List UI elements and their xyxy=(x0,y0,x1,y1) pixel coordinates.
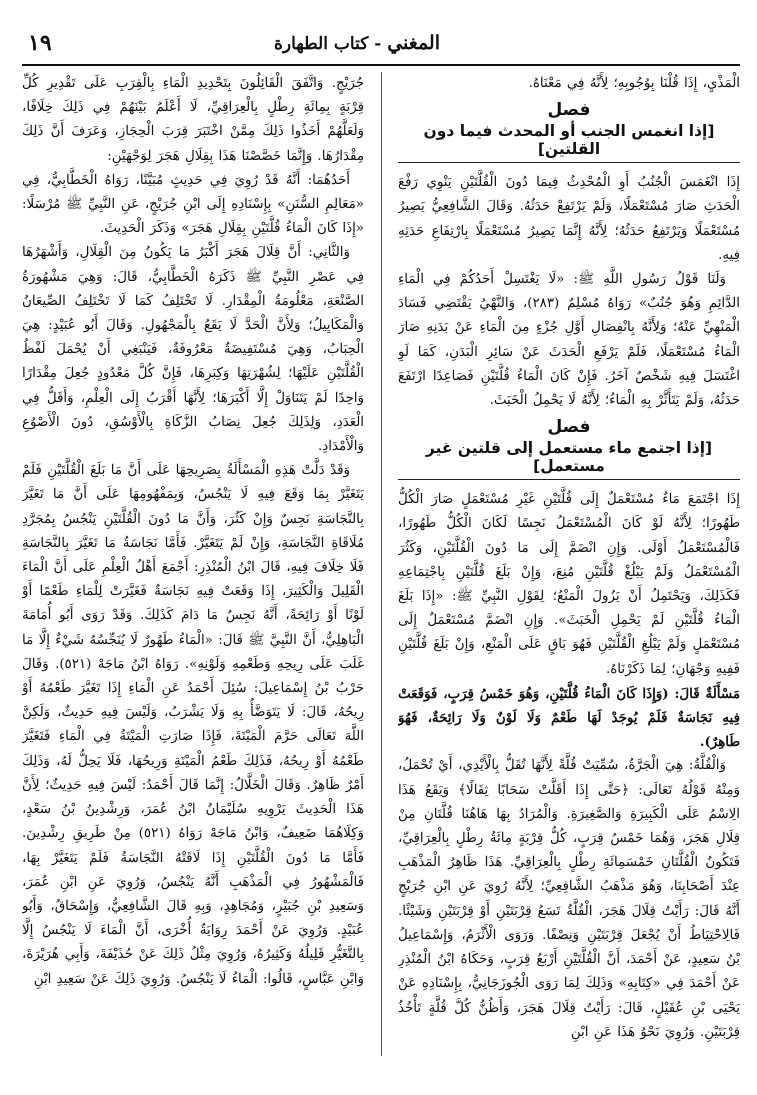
column-divider xyxy=(381,72,382,1056)
title-separator: - xyxy=(368,34,388,54)
page-number: ١٩ xyxy=(28,30,52,56)
page-header xyxy=(22,26,740,66)
paragraph: وَالْقُلَّةُ: هِيَ الْجَرَّةُ، سُمِّيَتْ قُلَّةً لِأَنَّهَا تُقَلُّ بِالْأَيْدِي، أَيْ تُحْمَلُ، وَمِنْهُ قَوْلُهُ تَعَالَى: ﴿حَتَّى إِذَا أَقَلَّتْ سَحَابًا ثِقَالًا﴾ وَيَقَعُ هَذَا الِاسْمُ عَلَى الْكَبِيرَةِ وَالصَّغِيرَةِ. وَالْمُرَادُ بِهَا هَاهُنَا قُلَّتَانِ مِنْ قِلَالِ هَجَرَ، وَهُمَا خَمْسُ قِرَبٍ، كُلُّ قِرْبَةٍ مِائَةُ رِطْلٍ بِالْعِرَاقِيِّ، فَتَكُونُ الْقُلَّتَانِ خَمْسَمِائَةِ رِطْلٍ بِالْعِرَاقِيِّ. هَذَا ظَاهِرُ الْمَذْهَبِ عِنْدَ أَصْحَابِنَا، وَهُوَ مَذْهَبُ الشَّافِعِيِّ؛ لِأَنَّهُ رُوِيَ عَنِ ابْنِ جُرَيْجٍ أَنَّهُ قَالَ: رَأَيْتُ قِلَالَ هَجَرَ، الْقُلَّةُ تَسَعُ قِرْبَتَيْنِ أَوْ قِرْبَتَيْنِ وَشَيْئًا. فَالِاحْتِيَاطُ أَنْ يُجْعَلَ قِرْبَتَيْنِ وَنِصْفًا. وَرَوَى الْأَثْرَمُ، وَإِسْمَاعِيلُ بْنُ سَعِيدٍ، عَنْ أَحْمَدَ، أَنَّ الْقُلَّتَيْنِ أَرْبَعُ قِرَبٍ، وَحَكَاهُ ابْنُ الْمُنْذِرِ عَنْ أَحْمَدَ فِي «كِتَابِهِ» وَذَلِكَ لِمَا رَوَى الْجُوزَجَانِيُّ، بِإِسْنَادِهِ عَنْ يَحْيَى بْنِ عُقَيْلٍ، قَالَ: رَأَيْتُ قِلَالَ هَجَرَ، وَأَظُنُّ كُلَّ قُلَّةٍ تَأْخُذُ قِرْبَتَيْنِ. وَرُوِيَ نَحْوُ هَذَا عَنِ ابْنِ xyxy=(398,758,740,1040)
paragraph: وَقَدْ دَلَّتْ هَذِهِ الْمَسْأَلَةُ بِصَرِيحِهَا عَلَى أَنَّ مَا بَلَغَ الْقُلَّتَيْنِ فَلَمْ يَتَغَيَّرْ بِمَا وَقَعَ فِيهِ لَا يَنْجُسُ، وَبِمَفْهُومِهَا عَلَى أَنَّ مَا تَغَيَّرَ بِالنَّجَاسَةِ نَجِسٌ وَإِنْ كَثُرَ، وَأَنَّ مَا دُونَ الْقُلَّتَيْنِ يَنْجُسُ بِمُجَرَّدِ مُلَاقَاةِ النَّجَاسَةِ، وَإِنْ لَمْ يَتَغَيَّرْ. فَأَمَّا نَجَاسَةُ مَا تَغَيَّرَ بِالنَّجَاسَةِ فَلَا خِلَافَ فِيهِ، قَالَ ابْنُ الْمُنْذِرِ: أَجْمَعَ أَهْلُ الْعِلْمِ عَلَى أَنَّ الْمَاءَ الْقَلِيلَ وَالْكَثِيرَ، إِذَا وَقَعَتْ فِيهِ نَجَاسَةٌ فَغَيَّرَتْ لِلْمَاءِ طَعْمًا أَوْ لَوْنًا أَوْ رَائِحَةً، أَنَّهُ نَجِسٌ مَا دَامَ كَذَلِكَ. وَقَدْ رَوَى أَبُو أُمَامَةَ الْبَاهِلِيُّ، أَنَّ النَّبِيَّ ﷺ قَالَ: «الْمَاءُ طَهُورٌ لَا يُنَجِّسُهُ شَيْءٌ إِلَّا مَا غَلَبَ عَلَى رِيحِهِ وَطَعْمِهِ وَلَوْنِهِ». رَوَاهُ ابْنُ مَاجَهْ (٥٢١). وَقَالَ حَرْبُ بْنُ إِسْمَاعِيلَ: سُئِلَ أَحْمَدُ عَنِ الْمَاءِ إِذَا تَغَيَّرَ طَعْمُهُ أَوْ رِيحُهُ، قَالَ: لَا يَتَوَضَّأُ بِهِ وَلَا يَشْرَبُ، وَلَيْسَ فِيهِ حَدِيثٌ، وَلَكِنَّ اللَّهَ تَعَالَى حَرَّمَ الْمَيْتَةَ، فَإِذَا صَارَتِ الْمَيْتَةُ فِي الْمَاءِ فَتَغَيَّرَ طَعْمُهُ أَوْ رِيحُهُ، فَذَلِكَ طَعْمُ الْمَيْتَةِ وَرِيحُهَا، فَلَا يَحِلُّ لَهُ، وَذَلِكَ أَمْرٌ ظَاهِرٌ. وَقَالَ الْخَلَّالُ: إِنَّمَا قَالَ أَحْمَدُ: لَيْسَ فِيهِ حَدِيثٌ؛ لِأَنَّ هَذَا الْحَدِيثَ يَرْوِيهِ سُلَيْمَانُ ابْنُ عُمَرَ، وَرِشْدِينُ بْنُ سَعْدٍ، وَكِلَاهُمَا ضَعِيفٌ، وَابْنُ مَاجَهْ رَوَاهُ (٥٢١) مِنْ طَرِيقِ رِشْدِينَ. فَأَمَّا مَا دُونَ الْقُلَّتَيْنِ إِذَا لَاقَتْهُ النَّجَاسَةُ فَلَمْ يَتَغَيَّرْ بِهَا، فَالْمَشْهُورُ فِي الْمَذْهَبِ أَنَّهُ يَنْجُسُ، وَرُوِيَ عَنِ ابْنِ عُمَرَ، وَسَعِيدِ بْنِ جُبَيْرٍ، وَمُجَاهِدٍ، وَبِهِ قَالَ الشَّافِعِيُّ، وَإِسْحَاقُ، وَأَبُو عُبَيْدٍ. وَرُوِيَ عَنْ أَحْمَدَ رِوَايَةٌ أُخْرَى، أَنَّ الْمَاءَ لَا يَنْجُسُ إِلَّا بِالتَّغَيُّرِ قَلِيلُهُ وَكَثِيرُهُ، وَرُوِيَ مِثْلُ ذَلِكَ عَنْ حُذَيْفَةَ، وَأَبِي هُرَيْرَةَ، وَابْنِ عَبَّاسٍ، قَالُوا: الْمَاءُ لَا يَنْجُسُ. وَرُوِيَ ذَلِكَ عَنْ سَعِيدِ ابْنِ xyxy=(22,463,364,987)
section-title: فصل xyxy=(547,100,591,121)
masala-text: قَالَ: (وَإِذَا كَانَ الْمَاءُ قُلَّتَيْنِ، وَهُوَ خَمْسُ قِرَبٍ، فَوَقَعَتْ فِيهِ نَجَاسَةٌ فَلَمْ يُوجَدْ لَهَا طَعْمٌ وَلَا لَوْنٌ وَلَا رَائِحَةٌ، فَهُوَ طَاهِرٌ). xyxy=(398,685,740,751)
paragraph: إِذَا انْغَمَسَ الْجُنُبُ أَوِ الْمُحْدِثُ فِيمَا دُونَ الْقُلَّتَيْنِ يَنْوِي رَفْعَ الْحَدَثِ صَارَ مُسْتَعْمَلًا، وَلَمْ يَرْتَفِعْ حَدَثُهُ. وَقَالَ الشَّافِعِيُّ يَصِيرُ مُسْتَعْمَلًا وَيَرْتَفِعُ حَدَثُهُ؛ لِأَنَّهُ إِنَّمَا يَصِيرُ مُسْتَعْمَلًا بِارْتِفَاعِ حَدَثِهِ فِيهِ. xyxy=(398,175,740,263)
book-title: المغني xyxy=(387,32,440,54)
section-title: فصل xyxy=(547,417,591,438)
paragraph: أَحَدُهُمَا: أَنَّهُ قَدْ رُوِيَ فِي حَدِيثٍ مُبَيَّنًا، رَوَاهُ الْخَطَّابِيُّ، فِي «مَعَالِمِ السُّنَنِ» بِإِسْنَادِهِ إِلَى ابْنِ جُرَيْجٍ، عَنِ النَّبِيِّ ﷺ مُرْسَلًا: «إِذَا كَانَ الْمَاءُ قُلَّتَيْنِ بِقِلَالِ هَجَرَ» وَذَكَرَ الْحَدِيثَ. xyxy=(22,172,364,237)
paragraph: إِذَا اجْتَمَعَ مَاءٌ مُسْتَعْمَلٌ إِلَى قُلَّتَيْنِ غَيْرِ مُسْتَعْمَلٍ صَارَ الْكُلُّ طَهُورًا؛ لِأَنَّهُ لَوْ كَانَ الْمُسْتَعْمَلُ نَجِسًا لَكَانَ الْكُلُّ طَهُورًا، فَالْمُسْتَعْمَلُ أَوْلَى. وَإِنِ انْضَمَّ إِلَى مَا دُونَ الْقُلَّتَيْنِ، وَكَثُرَ الْمُسْتَعْمَلُ وَلَمْ يَبْلُغْ قُلَّتَيْنِ مُنِعَ، وَإِنْ بَلَغَ قُلَّتَيْنِ بِاجْتِمَاعِهِ فَكَذَلِكَ، وَيَحْتَمِلُ أَنْ يَزُولَ الْمَنْعُ؛ لِقَوْلِ النَّبِيِّ ﷺ: «إِذَا بَلَغَ الْمَاءُ قُلَّتَيْنِ لَمْ يَحْمِلِ الْخَبَثَ». وَإِنِ انْضَمَّ مُسْتَعْمَلٌ إِلَى مُسْتَعْمَلٍ وَلَمْ يَبْلُغِ الْقُلَّتَيْنِ فَهُوَ بَاقٍ عَلَى الْمَنْعِ، وَإِنْ بَلَغَ قُلَّتَيْنِ فَفِيهِ وَجْهَانِ؛ لِمَا ذَكَرْنَاهُ. xyxy=(398,492,740,677)
right-column xyxy=(398,72,740,1076)
section-heading: [إذا انغمس الجنب أو المحدث فيما دون القلتين] xyxy=(398,122,740,163)
paragraph: وَلَنَا قَوْلُ رَسُولِ اللَّهِ ﷺ: «لَا يَغْتَسِلْ أَحَدُكُمْ فِي الْمَاءِ الدَّائِمِ وَهُوَ جُنُبٌ» رَوَاهُ مُسْلِمٌ (٢٨٣)، وَالنَّهْيُ يَقْتَضِي فَسَادَ الْمَنْهِيِّ عَنْهُ؛ وَلِأَنَّهُ بِانْفِصَالِ أَوَّلِ جُزْءٍ مِنَ الْمَاءِ عَنْ بَدَنِهِ صَارَ الْمَاءُ مُسْتَعْمَلًا، فَلَمْ يَرْفَعِ الْحَدَثَ عَنْ سَائِرِ الْبَدَنِ، كَمَا لَوِ اغْتَسَلَ فِيهِ شَخْصٌ آخَرُ. فَإِنْ كَانَ الْمَاءُ قُلَّتَيْنِ فَصَاعِدًا ارْتَفَعَ حَدَثُهُ، وَلَمْ يَتَأَثَّرْ بِهِ الْمَاءُ؛ لِأَنَّهُ لَا يَحْمِلُ الْخَبَثَ. xyxy=(398,272,740,409)
masala-paragraph xyxy=(398,682,740,755)
paragraph: الْمَذْيِ، إِذَا قُلْنَا بِوُجُوبِهِ؛ لِأَنَّهُ فِي مَعْنَاهُ. xyxy=(528,76,740,91)
text-columns xyxy=(22,72,740,1076)
masala-label: مَسْأَلَةٌ xyxy=(705,685,740,702)
chapter-title: كتاب الطهارة xyxy=(273,34,369,54)
left-column xyxy=(22,72,364,1076)
section-heading: [إذا اجتمع ماء مستعمل إلى قلتين غير مستعمل] xyxy=(398,439,740,480)
paragraph: جُرَيْجٍ. وَاتَّفَقَ الْقَائِلُونَ بِتَحْدِيدِ الْمَاءِ بِالْقِرَبِ عَلَى تَقْدِيرِ كُلِّ قِرْبَةٍ بِمِائَةِ رِطْلٍ بِالْعِرَاقِيِّ، لَا أَعْلَمُ بَيْنَهُمْ فِي ذَلِكَ خِلَافًا، وَلَعَلَّهُمْ أَخَذُوا ذَلِكَ مِمَّنْ اخْتَبَرَ قِرَبَ الْحِجَازِ، وَعَرَفَ أَنَّ ذَلِكَ مِقْدَارُهَا. وَإِنَّمَا خَصَّصْنَا هَذَا بِقِلَالِ هَجَرَ لِوَجْهَيْنِ: xyxy=(22,76,364,164)
paragraph: وَالثَّانِي: أَنَّ قِلَالَ هَجَرَ أَكْبَرُ مَا يَكُونُ مِنَ الْقِلَالِ، وَأَشْهَرُهَا فِي عَصْرِ النَّبِيِّ ﷺ ذَكَرَهُ الْخَطَّابِيُّ، قَالَ: وَهِيَ مَشْهُورَةُ الصَّنْعَةِ، مَعْلُومَةُ الْمِقْدَارِ. لَا تَخْتَلِفُ كَمَا لَا تَخْتَلِفُ الصِّيعَانُ وَالْمَكَايِيلُ؛ وَلِأَنَّ الْحَدَّ لَا يَقَعُ بِالْمَجْهُولِ. وَقَالَ أَبُو عُبَيْدٍ: هِيَ الْحِبَابُ، وَهِيَ مُسْتَفِيضَةٌ مَعْرُوفَةٌ، فَيَنْبَغِي أَنْ يُحْمَلَ لَفْظُ الْقُلَّتَيْنِ عَلَيْهَا؛ لِشُهْرَتِهَا وَكِبَرِهَا، فَإِنَّ كُلَّ مَعْدُودٍ جُعِلَ مِقْدَارًا وَاحِدًا لَمْ يَتَنَاوَلْ إِلَّا أَكْبَرَهَا؛ لِأَنَّهَا أَقْرَبُ إِلَى الْعِلْمِ، وَأَقَلُّ فِي الْعَدَدِ، وَلِذَلِكَ جُعِلَ نِصَابُ الزَّكَاةِ بِالْأَوْسُقِ، دُونَ الْأَصْوُعِ وَالْأَمْدَادِ. xyxy=(22,245,364,455)
running-title xyxy=(274,32,440,54)
book-page xyxy=(22,26,740,1076)
